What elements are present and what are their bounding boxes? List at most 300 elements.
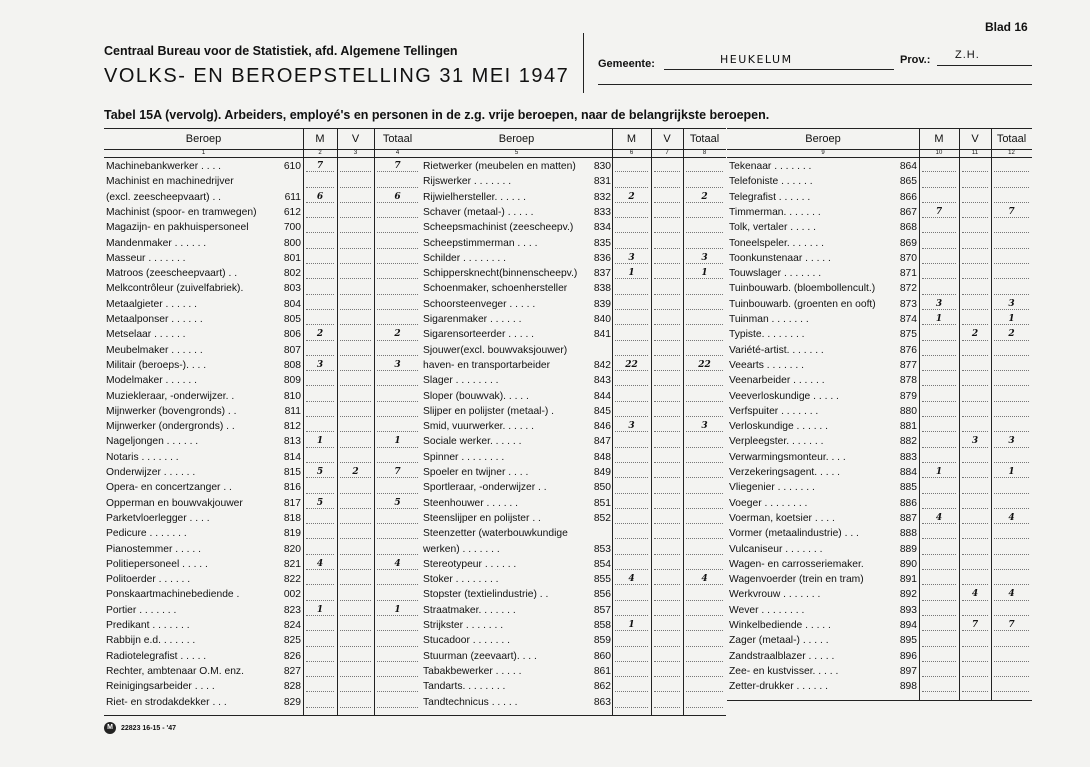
occupation-code: 805 — [283, 314, 301, 325]
entry-dotted-line — [615, 676, 648, 677]
page-title: VOLKS- EN BEROEPSTELLING 31 MEI 1947 — [104, 65, 570, 87]
entry-dotted-line — [615, 661, 648, 662]
provincie-line — [937, 65, 1032, 66]
occupation-label: Touwslager . . . . . . . — [729, 268, 822, 280]
entry-dotted-line — [962, 263, 988, 264]
entry-dotted-line — [615, 447, 648, 448]
entry-dotted-line — [306, 691, 334, 692]
table-row — [421, 466, 726, 479]
entry-dotted-line — [686, 477, 723, 478]
occupation-label: Opera- en concertzanger . . — [106, 482, 232, 494]
table-row — [421, 527, 726, 540]
count-m[interactable]: 7 — [935, 206, 943, 217]
occupation-label: Wagen- en carrosseriemaker. — [729, 558, 864, 570]
occupation-label: Meubelmaker . . . . . . — [106, 344, 203, 356]
occupation-code: 874 — [899, 314, 917, 325]
table-row — [421, 558, 726, 571]
occupation-label: Verwarmingsmonteur. . . . — [729, 451, 846, 463]
table-row — [104, 405, 421, 418]
entry-dotted-line — [962, 309, 988, 310]
count-totaal[interactable]: 1 — [394, 436, 401, 447]
occupation-code: 838 — [593, 283, 611, 295]
table-row — [104, 604, 421, 617]
entry-dotted-line — [962, 477, 988, 478]
entry-dotted-line — [615, 646, 648, 647]
entry-dotted-line — [922, 263, 956, 264]
table-row — [421, 328, 726, 341]
table-row — [104, 451, 421, 464]
entry-dotted-line — [377, 707, 418, 708]
occupation-code: 897 — [899, 665, 917, 677]
occupation-code: 834 — [593, 222, 611, 234]
count-totaal[interactable]: 3 — [394, 359, 401, 370]
count-m[interactable]: 4 — [935, 512, 943, 523]
entry-dotted-line — [994, 232, 1029, 233]
occupation-code: 828 — [283, 681, 301, 693]
occupation-label: Tuinman . . . . . . . — [729, 314, 809, 325]
table-row — [421, 344, 726, 357]
table-row — [421, 512, 726, 525]
occupation-code: 825 — [283, 635, 301, 647]
table-row — [104, 160, 421, 173]
occupation-code: 843 — [593, 375, 611, 387]
entry-dotted-line — [686, 340, 723, 341]
occupation-label: Stereotypeur . . . . . . — [423, 558, 517, 570]
table-row — [727, 604, 1032, 617]
count-m[interactable]: 5 — [316, 497, 324, 508]
occupation-code: 889 — [899, 543, 917, 555]
entry-dotted-line — [340, 294, 371, 295]
occupation-code: 839 — [593, 298, 611, 310]
entry-dotted-line — [654, 370, 680, 371]
table-row — [104, 466, 421, 479]
entry-dotted-line — [962, 462, 988, 463]
entry-dotted-line — [654, 707, 680, 708]
table-row — [421, 420, 726, 433]
count-totaal[interactable]: 5 — [394, 497, 401, 508]
table-row — [727, 282, 1032, 295]
count-totaal[interactable]: 4 — [1008, 512, 1015, 523]
occupation-table-2 — [421, 128, 726, 716]
entry-dotted-line — [922, 691, 956, 692]
table-row — [727, 619, 1032, 632]
occupation-label: Parketvloerlegger . . . . — [106, 512, 210, 524]
count-m[interactable]: 2 — [628, 191, 635, 202]
entry-dotted-line — [377, 493, 418, 494]
occupation-code: 851 — [593, 497, 611, 509]
occupation-code: 885 — [899, 482, 917, 494]
entry-dotted-line — [306, 416, 334, 417]
table-row — [104, 435, 421, 448]
occupation-code: 873 — [899, 298, 917, 310]
entry-dotted-line — [962, 294, 988, 295]
occupation-code: 844 — [593, 390, 611, 402]
entry-dotted-line — [306, 248, 334, 249]
occupation-code: 866 — [899, 191, 917, 203]
count-m[interactable]: 1 — [628, 268, 635, 279]
entry-dotted-line — [377, 431, 418, 432]
occupation-code: 871 — [899, 268, 917, 280]
count-m[interactable]: 22 — [625, 359, 638, 370]
count-v[interactable]: 4 — [971, 589, 979, 600]
entry-dotted-line — [306, 263, 334, 264]
occupation-code: 835 — [593, 237, 611, 249]
occupation-label: Sigarenmaker . . . . . . — [423, 314, 522, 325]
occupation-label: Schoorsteenveger . . . . . — [423, 298, 536, 310]
entry-dotted-line — [962, 171, 988, 172]
count-m[interactable]: 1 — [316, 604, 324, 615]
table-row — [104, 573, 421, 586]
table-row — [104, 420, 421, 433]
entry-dotted-line — [340, 523, 371, 524]
count-totaal[interactable]: 1 — [1008, 314, 1015, 324]
entry-dotted-line — [306, 661, 334, 662]
table-row — [727, 191, 1032, 204]
occupation-code: 830 — [593, 161, 611, 172]
entry-dotted-line — [654, 493, 680, 494]
count-v[interactable]: 3 — [971, 436, 979, 447]
occupation-label: Voeger . . . . . . . . — [729, 497, 808, 509]
entry-dotted-line — [377, 538, 418, 539]
count-v[interactable]: 2 — [971, 329, 979, 340]
occupation-code: 842 — [593, 359, 611, 371]
count-totaal[interactable]: 4 — [394, 558, 401, 569]
entry-dotted-line — [962, 370, 988, 371]
bureau-name: Centraal Bureau voor de Statistiek, afd. Algemene Tellingen — [104, 44, 458, 58]
entry-dotted-line — [615, 401, 648, 402]
column-number: 7 — [665, 150, 669, 156]
occupation-code: 827 — [283, 665, 301, 677]
table-row — [104, 374, 421, 387]
entry-dotted-line — [686, 217, 723, 218]
table-title — [104, 108, 769, 122]
occupation-label: Tekenaar . . . . . . . — [729, 161, 812, 172]
entry-dotted-line — [686, 171, 723, 172]
table-row — [727, 344, 1032, 357]
entry-dotted-line — [340, 187, 371, 188]
printer-logo-icon: M — [104, 722, 116, 734]
count-totaal[interactable]: 7 — [394, 161, 401, 171]
occupation-label: Stuurman (zeevaart). . . . — [423, 650, 537, 662]
count-totaal[interactable]: 3 — [1008, 436, 1015, 447]
occupation-label: Onderwijzer . . . . . . — [106, 467, 196, 478]
occupation-label: (excl. zeescheepvaart) . . — [106, 191, 222, 203]
occupation-code: 612 — [283, 206, 301, 218]
table-row — [421, 451, 726, 464]
gemeente-label: Gemeente: — [598, 58, 655, 70]
occupation-label: Rechter, ambtenaar O.M. enz. — [106, 665, 244, 677]
occupation-label: Sociale werker. . . . . . — [423, 436, 522, 448]
count-m[interactable]: 3 — [628, 252, 635, 263]
count-m[interactable]: 1 — [628, 620, 635, 630]
count-m[interactable]: 2 — [316, 329, 324, 340]
entry-dotted-line — [686, 401, 723, 402]
entry-dotted-line — [615, 309, 648, 310]
count-totaal[interactable]: 3 — [701, 252, 708, 263]
header-rule — [598, 84, 1032, 85]
entry-dotted-line — [922, 646, 956, 647]
entry-dotted-line — [615, 493, 648, 494]
occupation-table-3 — [727, 128, 1032, 701]
occupation-label: Mijnwerker (ondergronds) . . — [106, 421, 235, 433]
table-row — [421, 237, 726, 250]
entry-dotted-line — [686, 569, 723, 570]
entry-dotted-line — [922, 493, 956, 494]
entry-dotted-line — [306, 401, 334, 402]
occupation-label: Modelmaker . . . . . . — [106, 375, 197, 387]
table-row — [421, 359, 726, 372]
count-totaal[interactable]: 22 — [698, 359, 711, 370]
entry-dotted-line — [654, 340, 680, 341]
table-row — [727, 206, 1032, 219]
gemeente-line — [664, 69, 894, 70]
entry-dotted-line — [686, 600, 723, 601]
occupation-code: 857 — [593, 604, 611, 616]
entry-dotted-line — [615, 615, 648, 616]
entry-dotted-line — [962, 676, 988, 677]
entry-dotted-line — [962, 554, 988, 555]
table-row — [727, 680, 1032, 693]
occupation-label: Radiotelegrafist . . . . . — [106, 650, 207, 662]
occupation-code: 894 — [899, 620, 917, 631]
occupation-label: Voerman, koetsier . . . . — [729, 512, 835, 524]
entry-dotted-line — [654, 554, 680, 555]
entry-dotted-line — [686, 309, 723, 310]
count-totaal[interactable]: 2 — [701, 191, 708, 202]
entry-dotted-line — [922, 187, 956, 188]
entry-dotted-line — [306, 493, 334, 494]
count-m[interactable]: 3 — [316, 359, 324, 370]
count-totaal[interactable]: 3 — [701, 421, 708, 432]
entry-dotted-line — [962, 661, 988, 662]
entry-dotted-line — [686, 661, 723, 662]
entry-dotted-line — [306, 538, 334, 539]
occupation-code: 875 — [899, 329, 917, 341]
table-row — [727, 267, 1032, 280]
occupation-label: Stoker . . . . . . . . — [423, 574, 499, 586]
entry-dotted-line — [654, 630, 680, 631]
count-totaal[interactable]: 7 — [394, 467, 401, 477]
entry-dotted-line — [994, 431, 1029, 432]
entry-dotted-line — [340, 584, 371, 585]
entry-dotted-line — [994, 646, 1029, 647]
entry-dotted-line — [994, 416, 1029, 417]
entry-dotted-line — [340, 661, 371, 662]
entry-dotted-line — [340, 202, 371, 203]
count-totaal[interactable]: 2 — [1008, 329, 1015, 340]
occupation-code: 877 — [899, 359, 917, 371]
entry-dotted-line — [615, 477, 648, 478]
table-row — [727, 634, 1032, 647]
count-m[interactable]: 1 — [316, 436, 324, 447]
entry-dotted-line — [377, 554, 418, 555]
entry-dotted-line — [654, 324, 680, 325]
entry-dotted-line — [994, 493, 1029, 494]
column-header-beroep: Beroep — [805, 133, 841, 145]
entry-dotted-line — [615, 538, 648, 539]
occupation-code: 840 — [593, 314, 611, 325]
count-m[interactable]: 1 — [935, 467, 943, 477]
column-number: 2 — [318, 150, 322, 156]
column-header-v: V — [351, 133, 360, 145]
entry-dotted-line — [306, 676, 334, 677]
entry-dotted-line — [615, 232, 648, 233]
table-row — [727, 359, 1032, 372]
table-row — [104, 497, 421, 510]
count-m[interactable]: 3 — [935, 298, 943, 309]
table-row — [104, 191, 421, 204]
occupation-code: 817 — [283, 497, 301, 509]
entry-dotted-line — [340, 278, 371, 279]
occupation-code: 863 — [593, 696, 611, 708]
sheet-number: Blad 16 — [985, 20, 1028, 34]
occupation-label: Reinigingsarbeider . . . . — [106, 681, 215, 693]
occupation-code: 887 — [899, 512, 917, 524]
occupation-label: Veeverloskundige . . . . . — [729, 390, 839, 402]
print-code: 22823 16-15 - '47 — [121, 724, 176, 732]
occupation-label: Matroos (zeescheepvaart) . . — [106, 268, 238, 280]
entry-dotted-line — [615, 340, 648, 341]
entry-dotted-line — [377, 263, 418, 264]
table-header-row — [421, 129, 726, 150]
provincie-value: Z.H. — [955, 49, 980, 61]
occupation-label: Zager (metaal-) . . . . . — [729, 635, 829, 647]
entry-dotted-line — [962, 538, 988, 539]
table-row — [727, 512, 1032, 525]
table-row — [727, 420, 1032, 433]
count-v[interactable]: 7 — [971, 620, 979, 630]
occupation-code: 822 — [283, 574, 301, 586]
occupation-code: 823 — [283, 604, 301, 616]
table-row — [727, 650, 1032, 663]
occupation-label: Predikant . . . . . . . — [106, 620, 190, 631]
entry-dotted-line — [654, 232, 680, 233]
entry-dotted-line — [922, 248, 956, 249]
occupation-code: 802 — [283, 268, 301, 280]
column-header-v: V — [663, 133, 671, 145]
occupation-code: 872 — [899, 283, 917, 295]
entry-dotted-line — [994, 171, 1029, 172]
count-totaal[interactable]: 1 — [1008, 467, 1015, 477]
count-totaal[interactable]: 7 — [1008, 620, 1015, 630]
entry-dotted-line — [962, 508, 988, 509]
entry-dotted-line — [962, 355, 988, 356]
entry-dotted-line — [994, 278, 1029, 279]
table-row — [421, 497, 726, 510]
count-totaal[interactable]: 4 — [701, 574, 708, 585]
count-totaal[interactable]: 2 — [394, 329, 401, 340]
column-header-m: M — [626, 133, 637, 145]
entry-dotted-line — [615, 462, 648, 463]
count-m[interactable]: 1 — [935, 314, 943, 324]
count-m[interactable]: 4 — [316, 558, 324, 569]
column-number: 8 — [702, 150, 707, 156]
entry-dotted-line — [994, 202, 1029, 203]
entry-dotted-line — [340, 615, 371, 616]
table-row — [727, 588, 1032, 601]
entry-dotted-line — [962, 493, 988, 494]
entry-dotted-line — [922, 447, 956, 448]
occupation-code: 841 — [593, 329, 611, 341]
occupation-label: werken) . . . . . . . — [423, 543, 500, 555]
table-row — [104, 650, 421, 663]
entry-dotted-line — [306, 646, 334, 647]
occupation-code: 876 — [899, 344, 917, 356]
entry-dotted-line — [615, 385, 648, 386]
count-m[interactable]: 4 — [628, 574, 635, 585]
occupation-code: 610 — [283, 161, 301, 172]
occupation-label: Toonkunstenaar . . . . . — [729, 252, 831, 264]
entry-dotted-line — [654, 248, 680, 249]
column-header-m: M — [315, 133, 325, 145]
entry-dotted-line — [340, 508, 371, 509]
occupation-code: 886 — [899, 497, 917, 509]
entry-dotted-line — [654, 447, 680, 448]
occupation-code: 812 — [283, 421, 301, 433]
column-header-totaal: Totaal — [382, 133, 413, 145]
table-header-row — [727, 129, 1032, 150]
entry-dotted-line — [306, 707, 334, 708]
occupation-code: 831 — [593, 176, 611, 188]
count-totaal[interactable]: 1 — [701, 268, 708, 279]
entry-dotted-line — [654, 615, 680, 616]
entry-dotted-line — [377, 217, 418, 218]
table-row — [104, 237, 421, 250]
table-row — [727, 237, 1032, 250]
entry-dotted-line — [654, 676, 680, 677]
table-row — [727, 435, 1032, 448]
occupation-label: Scheepsmachinist (zeescheepv.) — [423, 222, 574, 234]
entry-dotted-line — [686, 187, 723, 188]
column-header-beroep: Beroep — [498, 133, 535, 145]
occupation-label: Telefoniste . . . . . . — [729, 176, 813, 188]
count-m[interactable]: 3 — [628, 421, 635, 432]
count-m[interactable]: 7 — [316, 161, 324, 171]
occupation-label: Variété-artist. . . . . . . — [729, 344, 824, 356]
occupation-code: 869 — [899, 237, 917, 249]
occupation-label: Smid, vuurwerker. . . . . . — [423, 421, 535, 433]
table-row — [104, 175, 421, 188]
entry-dotted-line — [377, 324, 418, 325]
entry-dotted-line — [306, 385, 334, 386]
count-totaal[interactable]: 7 — [1008, 206, 1015, 217]
occupation-code: 884 — [899, 467, 917, 478]
count-totaal[interactable]: 3 — [1008, 298, 1015, 309]
entry-dotted-line — [922, 385, 956, 386]
table-row — [727, 328, 1032, 341]
entry-dotted-line — [994, 263, 1029, 264]
entry-dotted-line — [922, 661, 956, 662]
occupation-label: Vliegenier . . . . . . . — [729, 482, 815, 494]
count-totaal[interactable]: 1 — [394, 604, 401, 615]
table-row — [104, 680, 421, 693]
table-row — [727, 374, 1032, 387]
entry-dotted-line — [340, 630, 371, 631]
entry-dotted-line — [306, 278, 334, 279]
entry-dotted-line — [922, 278, 956, 279]
occupation-label: Telegrafist . . . . . . — [729, 191, 811, 203]
occupation-label: Slijper en polijster (metaal-) . — [423, 405, 555, 417]
count-v[interactable]: 2 — [352, 467, 359, 477]
count-m[interactable]: 5 — [316, 467, 324, 477]
entry-dotted-line — [377, 600, 418, 601]
occupation-label: Mandenmaker . . . . . . — [106, 237, 207, 249]
count-m[interactable]: 6 — [316, 191, 324, 202]
count-totaal[interactable]: 6 — [394, 191, 401, 202]
occupation-code: 852 — [593, 512, 611, 524]
count-totaal[interactable]: 4 — [1008, 589, 1015, 600]
entry-dotted-line — [654, 309, 680, 310]
